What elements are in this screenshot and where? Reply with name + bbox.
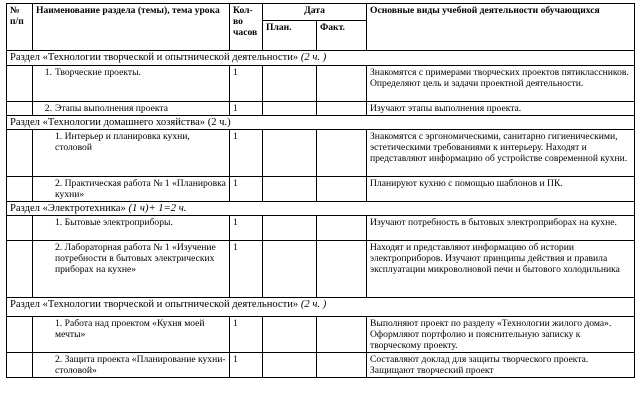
topic-cell: 2. Лабораторная работа № 1 «Изучение потребности в бытовых электрических приборах на кухне» [33, 241, 230, 298]
topic-cell: 1. Интерьер и планировка кухни, столовой [33, 130, 230, 177]
activity-cell: Изучают этапы выполнения проекта. [367, 102, 635, 116]
topic-cell: 2. Практическая работа № 1 «Планировка кухни» [33, 177, 230, 202]
table-row [7, 102, 635, 116]
table-row [7, 241, 635, 298]
header-row [7, 4, 635, 21]
header-num: № п/п [7, 4, 33, 51]
activity-cell: Изучают потребность в бытовых электроприборах на кухне. [367, 216, 635, 241]
activity-cell: Выполняют проект по разделу «Технологии жилого дома». Оформляют портфолио и пояснительную записку к творческому проекту. [367, 317, 635, 353]
section-row [7, 202, 635, 216]
section-row [7, 116, 635, 130]
table-row [7, 66, 635, 102]
activity-cell: Планируют кухню с помощью шаблонов и ПК. [367, 177, 635, 202]
header-name: Наименование раздела (темы), тема урока [33, 4, 230, 51]
topic-cell: 2. Защита проекта «Планирование кухни-столовой» [33, 353, 230, 378]
header-fact: Факт. [317, 21, 367, 51]
activity-cell: Составляют доклад для защиты творческого проекта. Защищают творческий проект [367, 353, 635, 378]
hours-cell: 1 [230, 353, 263, 378]
activity-cell: Знакомятся с эргономическими, санитарно гигиеническими, эстетическими требованиями к интерьеру. Находят и представляют информацию об устройстве современной кухни. [367, 130, 635, 177]
section-title: Раздел «Технологии творческой и опытнической деятельности» (2 ч. ) [7, 298, 635, 317]
hours-cell: 1 [230, 241, 263, 298]
header-activities: Основные виды учебной деятельности обучающихся [367, 4, 635, 51]
section-title: Раздел «Технологии творческой и опытнической деятельности» (2 ч. ) [7, 51, 635, 66]
table-row [7, 317, 635, 353]
activity-cell: Находят и представляют информацию об истории электроприборов. Изучают принципы действия и правила эксплуатации микроволновой печи и бытового холодильника [367, 241, 635, 298]
hours-cell: 1 [230, 317, 263, 353]
topic-cell: 1. Бытовые электроприборы. [33, 216, 230, 241]
section-title: Раздел «Технологии домашнего хозяйства» (2 ч.) [7, 116, 635, 130]
hours-cell: 1 [230, 102, 263, 116]
topic-cell: 2. Этапы выполнения проекта [33, 102, 230, 116]
hours-cell: 1 [230, 177, 263, 202]
hours-cell: 1 [230, 66, 263, 102]
section-row [7, 51, 635, 66]
table-row [7, 216, 635, 241]
header-date: Дата [263, 4, 367, 21]
activity-cell: Знакомятся с примерами творческих проектов пятиклассников. Определяют цель и задачи проектной деятельности. [367, 66, 635, 102]
section-row [7, 298, 635, 317]
table-row [7, 130, 635, 177]
section-title: Раздел «Электротехника» (1 ч)+ 1=2 ч. [7, 202, 635, 216]
lesson-plan-table [6, 3, 635, 378]
hours-cell: 1 [230, 130, 263, 177]
header-hours: Кол-во часов [230, 4, 263, 51]
topic-cell: 1. Творческие проекты. [33, 66, 230, 102]
header-plan: План. [263, 21, 317, 51]
topic-cell: 1. Работа над проектом «Кухня моей мечты» [33, 317, 230, 353]
table-row [7, 177, 635, 202]
table-row [7, 353, 635, 378]
hours-cell: 1 [230, 216, 263, 241]
